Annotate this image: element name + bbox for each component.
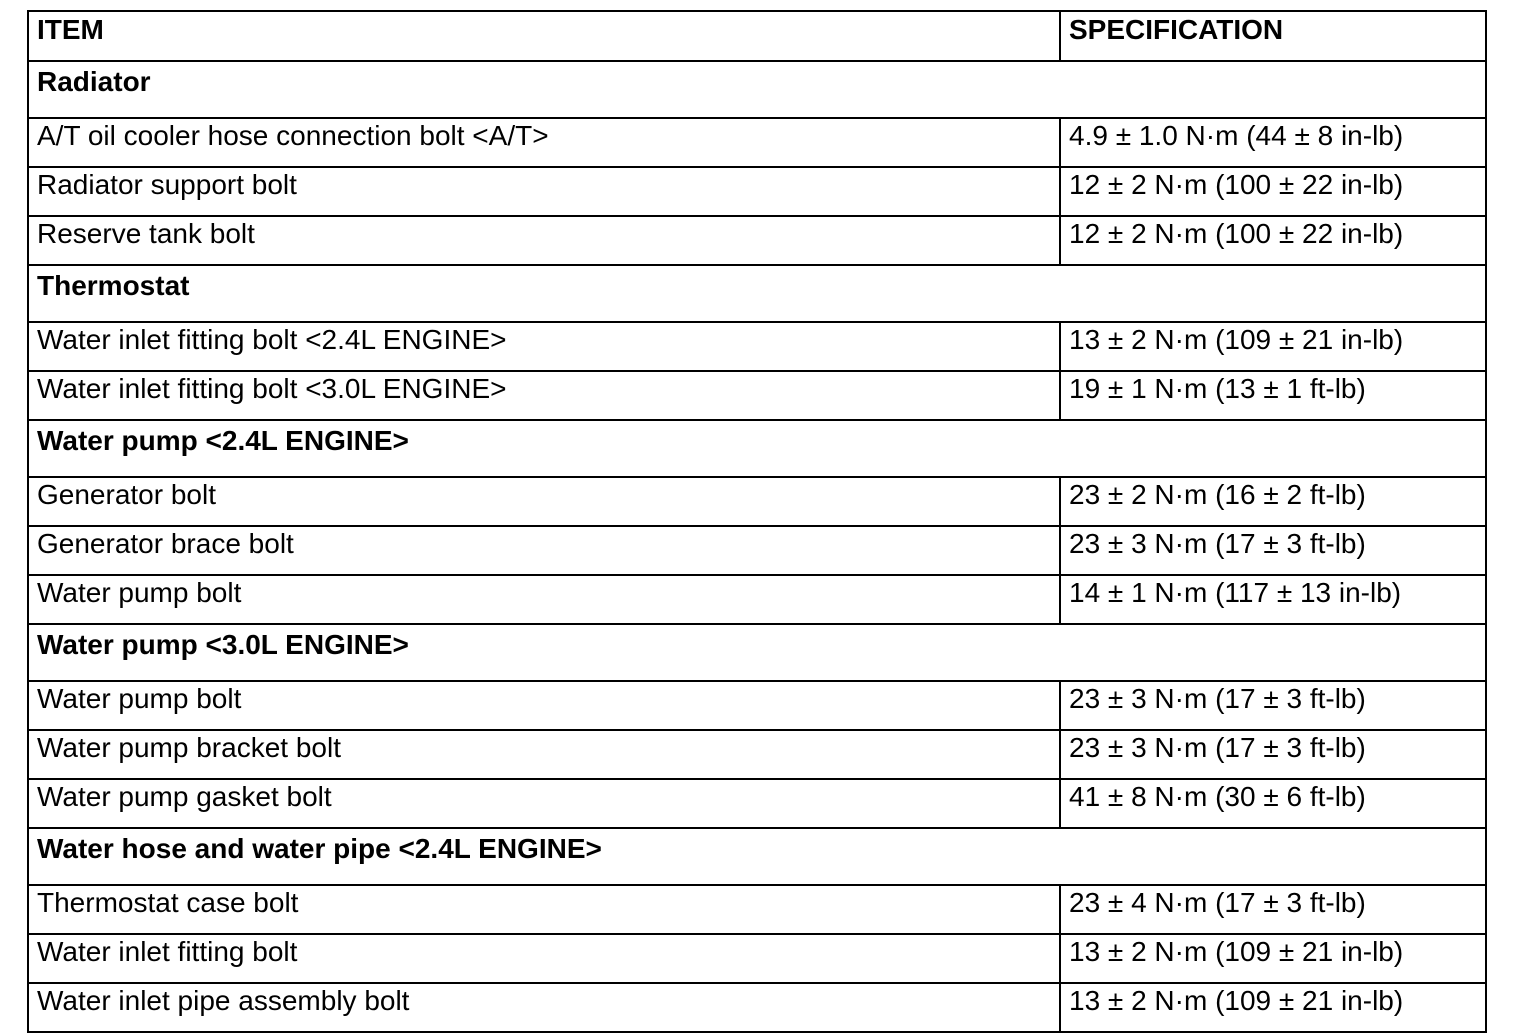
item-cell: Radiator support bolt [28,167,1060,216]
specification-cell: 41 ± 8 N·m (30 ± 6 ft-lb) [1060,779,1486,828]
specification-cell: 19 ± 1 N·m (13 ± 1 ft-lb) [1060,371,1486,420]
specification-cell: 13 ± 2 N·m (109 ± 21 in-lb) [1060,983,1486,1032]
specification-cell: 23 ± 2 N·m (16 ± 2 ft-lb) [1060,477,1486,526]
item-cell: A/T oil cooler hose connection bolt <A/T> [28,118,1060,167]
item-cell: Reserve tank bolt [28,216,1060,265]
item-cell: Water inlet fitting bolt <2.4L ENGINE> [28,322,1060,371]
spec-table [27,10,1487,1033]
item-cell: Water inlet pipe assembly bolt [28,983,1060,1032]
item-cell: Water inlet fitting bolt <3.0L ENGINE> [28,371,1060,420]
section-row [28,265,1486,322]
table-row [28,322,1486,371]
table-row [28,526,1486,575]
item-cell: Water inlet fitting bolt [28,934,1060,983]
table-row [28,730,1486,779]
section-row [28,420,1486,477]
table-row [28,983,1486,1032]
section-title: Water hose and water pipe <2.4L ENGINE> [28,828,1486,885]
item-cell: Water pump bracket bolt [28,730,1060,779]
section-row [28,828,1486,885]
item-cell: Water pump gasket bolt [28,779,1060,828]
header-row [28,11,1486,61]
column-header-specification: SPECIFICATION [1060,11,1486,61]
table-row [28,216,1486,265]
specification-cell: 23 ± 4 N·m (17 ± 3 ft-lb) [1060,885,1486,934]
item-cell: Generator bolt [28,477,1060,526]
table-row [28,681,1486,730]
specification-cell: 12 ± 2 N·m (100 ± 22 in-lb) [1060,167,1486,216]
specification-cell: 23 ± 3 N·m (17 ± 3 ft-lb) [1060,730,1486,779]
section-title: Water pump <3.0L ENGINE> [28,624,1486,681]
specification-cell: 4.9 ± 1.0 N·m (44 ± 8 in-lb) [1060,118,1486,167]
specification-cell: 14 ± 1 N·m (117 ± 13 in-lb) [1060,575,1486,624]
specification-cell: 12 ± 2 N·m (100 ± 22 in-lb) [1060,216,1486,265]
item-cell: Thermostat case bolt [28,885,1060,934]
section-row [28,624,1486,681]
item-cell: Water pump bolt [28,575,1060,624]
spec-table-body [28,11,1486,1032]
specification-cell: 23 ± 3 N·m (17 ± 3 ft-lb) [1060,681,1486,730]
specification-cell: 23 ± 3 N·m (17 ± 3 ft-lb) [1060,526,1486,575]
section-row [28,61,1486,118]
section-title: Radiator [28,61,1486,118]
table-row [28,167,1486,216]
item-cell: Generator brace bolt [28,526,1060,575]
table-row [28,779,1486,828]
section-title: Thermostat [28,265,1486,322]
table-row [28,477,1486,526]
table-row [28,118,1486,167]
table-row [28,371,1486,420]
specification-cell: 13 ± 2 N·m (109 ± 21 in-lb) [1060,322,1486,371]
table-row [28,934,1486,983]
table-row [28,885,1486,934]
item-cell: Water pump bolt [28,681,1060,730]
column-header-item: ITEM [28,11,1060,61]
table-row [28,575,1486,624]
specification-cell: 13 ± 2 N·m (109 ± 21 in-lb) [1060,934,1486,983]
section-title: Water pump <2.4L ENGINE> [28,420,1486,477]
